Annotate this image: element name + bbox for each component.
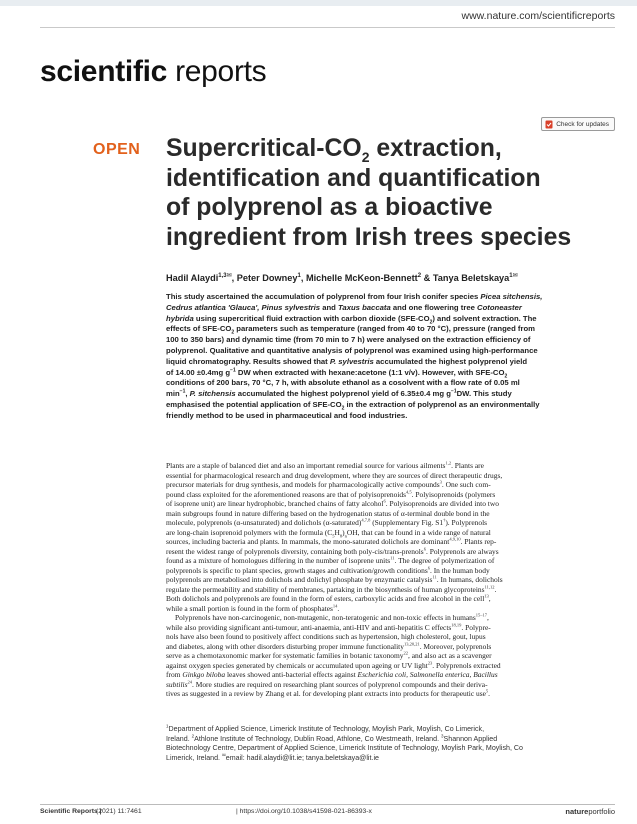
citation-link[interactable]: 11,12: [484, 584, 495, 590]
footer-divider: [40, 804, 615, 805]
citation-link[interactable]: 23: [427, 660, 433, 666]
citation-link[interactable]: 4,7,8: [361, 517, 371, 523]
doi-link[interactable]: | https://doi.org/10.1038/s41598-021-86393-x: [236, 808, 372, 815]
affiliations: $^1$Department of Applied Science, Limerick Institute of Technology, Moylish Park, Moylish, Co Limerick, Ireland. $^2$Athlone Institute of Technology, Dublin Road, Athlone, Co Westmeath, Ireland. $^3$Shannon Applied Biotechnology Centre, Department of Applied Science, Limerick Institute of Technology, Moylish Park, Moylish, Co Limerick, Ireland. ✉email: hadil.alaydi@lit.ie; tanya.beletskaya@lit.ie: [166, 723, 523, 762]
author-list: Hadil Alaydi$^{1,3✉}$, Peter Downey$^1$, Michelle McKeon-Bennett$^2$ & Tanya Beletskaya$^{1✉}$: [166, 273, 518, 284]
footer-citation: (2021) 11:7461: [96, 808, 142, 815]
citation-link[interactable]: 22: [403, 650, 409, 656]
author-link[interactable]: , Peter Downey: [231, 273, 298, 284]
citation-link[interactable]: 6: [427, 565, 430, 571]
citation-link[interactable]: 24: [187, 679, 192, 685]
citation-link[interactable]: 13,20,21: [403, 641, 420, 647]
check-for-updates-label: Check for updates: [556, 120, 609, 128]
site-url-link[interactable]: www.nature.com/scientificreports: [461, 10, 615, 22]
journal-logo: scientific reports: [40, 55, 267, 88]
author-link[interactable]: & Tanya Beletskaya: [421, 273, 510, 284]
citation-link[interactable]: 6: [423, 546, 426, 552]
citation-link[interactable]: 13: [484, 593, 489, 599]
citation-link[interactable]: 15–17: [475, 612, 488, 618]
top-bar: [0, 0, 637, 6]
author-link[interactable]: , Michelle McKeon-Bennett: [300, 273, 418, 284]
citation-link[interactable]: 1,2: [445, 460, 452, 466]
author-link[interactable]: Hadil Alaydi: [166, 273, 219, 284]
footer-journal: Scientific Reports |: [40, 808, 102, 815]
publisher-logo: natureportfolio: [565, 807, 615, 816]
article-title: Supercritical-$CO_2$ extraction, identification and quantification of polyprenol as a bioactive ingredient from Irish trees species: [166, 135, 572, 251]
citation-link[interactable]: 4,5: [406, 489, 412, 495]
check-for-updates-button[interactable]: [541, 117, 615, 131]
citation-link[interactable]: 3: [439, 479, 442, 485]
abstract: This study ascertained the accumulation of polyprenol from four Irish conifer species Picea sitchensis, Cedrus atlantica 'Glauca', Pinus sylvestris and Taxus baccata and one flowering tree Cotoneaster hybrida using supercritical fluid extraction with carbon dioxide $(SFE-CO_2)$ and solvent extraction. The effects of SFE-$CO_2$ parameters such as temperature (ranged from 40 to 70 °C), pressure (ranged from 100 to 350 bars) and dynamic time (from 70 min to 7 h) were analysed on the extraction efficiency of polyprenol. Qualitative and quantitative analysis of polyprenol was examined using high-performance liquid chromatography. Results showed that P. sylvestris accumulated the highest polyprenol yield of 14.00 ±0.4mg $g^{-1}$ DW when extracted with hexane:acetone (1:1 v/v). However, with SFE-$CO_2$ conditions of 200 bars, 70 °C, 7 h, with absolute ethanol as a cosolvent with a flow rate of 0.05 ml $\min^{-1}$, P. sitchensis accumulated the highest polyprenol yield of 6.35±0.4 mg $g^{-1}DW$. This study emphasised the potential application of SFE-$CO_2$ in the extraction of polyprenol as an environmentally friendly method to be used in pharmaceutical and food industries.: [166, 292, 543, 420]
header-divider: [40, 27, 615, 28]
citation-link[interactable]: 11: [390, 555, 395, 561]
citation-link[interactable]: 6: [383, 498, 386, 504]
citation-link[interactable]: 14: [332, 603, 338, 609]
body-text: Plants are a staple of balanced diet and also an important remedial source for various ailments$^{1,2}$. Plants are essential for pharmacological research and drug development, where they are sources of direct therapeutic drugs, precursor materials for drug synthesis, and models for pharmacologically active compounds$^3$. One such com- pound class exploited for the aforementioned reasons are that of polyisoprenoids$^{4,5}$. Polyisoprenoids (polymers of isoprene unit) are linear hydrophobic, branched chains of fatty alcohol$^6$. Polyisoprenoids are divided into two main subgroups found in nature differing based on the hydrogenation status of α-terminal double bond in the molecule, polyprenols (α-unsaturated) and dolichols (α-saturated)$^{4,7,8}$ (Supplementary Fig. S1†). Polyprenols are long-chain isoprenoid polymers with the formula $(C_5H_8)_nOH$, that can be found in a wide range of natural sources, including bacteria and plants. In mammals, the mono-saturated dolichols are dominant$^{4,9,10}$. Plants rep- resent the widest range of polyprenols diversity, containing both poly-cis/trans-prenols$^6$. Polyprenols are always found as a mixture of homologues differing in the number of isoprene units$^{11}$. The degree of polymerization of polyprenols is specific to plant species, growth stages and cultivation/growth conditions$^6$. In the human body polyprenols are metabolised into dolichols and dolichyl phosphate by enzymatic catalysis$^{11}$. In humans, dolichols regulate the permeability and stability of membranes, partaking in the biosynthesis of human glycoproteins$^{11,12}$. Both dolichols and polyprenols are found in the form of esters, carboxylic acids and free alcohol in the cell$^{13}$, while a small portion is found in the form of phosphates$^{14}$. Polyprenols have non-carcinogenic, non-mutagenic, non-teratogenic and non-toxic effects in humans$^{15-17}$, while also providing significant anti-tumour, anti-anaemia, anti-HIV and anti-hepatitis C effects$^{18,19}$. Polypre- nols have also been found to positively affect conditions such as hypertension, high cholesterol, gout, lupus and diabetes, along with other disorders disturbing proper immune functionality$^{13,20,21}$. Moreover, polyprenols serve as a chemotaxonomic marker for systematic families in botanic taxonomy$^{22}$, and also act as a scavenger against oxygen species generated by chemicals or accumulated upon ageing or UV light$^{23}$. Polyprenols extracted from Ginkgo biloba leaves showed anti-bacterial effects against Escherichia coli, Salmonella enterica, Bacillus subtilis$^{24}$. More studies are required on researching plant sources of polyprenol compounds and their deriva- tives as suggested in a review by Zhang et al. for developing plant extracts into products for therapeutic use$^5$.: [166, 460, 503, 698]
citation-link[interactable]: 5: [485, 688, 489, 694]
citation-link[interactable]: 11: [432, 574, 437, 580]
citation-link[interactable]: 18,19: [451, 622, 462, 628]
bookmark-update-icon: [545, 120, 553, 129]
open-access-badge: OPEN: [93, 141, 141, 158]
email-link[interactable]: email: hadil.alaydi@lit.ie; tanya.beletskaya@lit.ie: [225, 753, 379, 762]
email-icon: ✉: [221, 752, 226, 758]
citation-link[interactable]: 4,9,10: [449, 536, 461, 542]
